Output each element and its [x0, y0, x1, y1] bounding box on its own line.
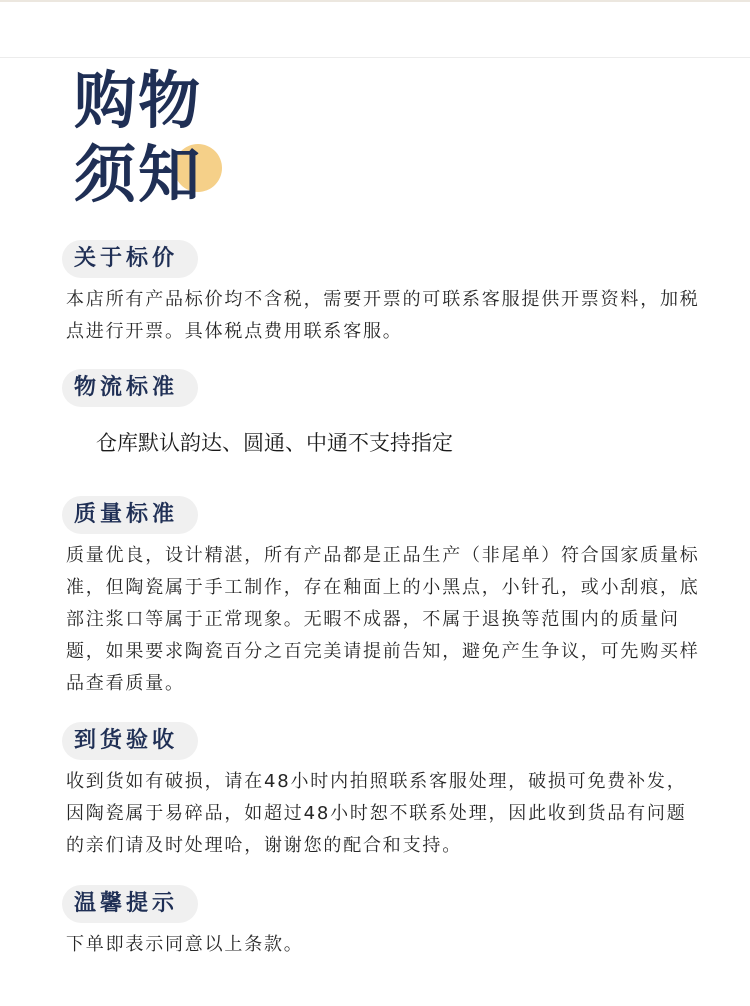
section-heading-quality: 质量标准 — [62, 496, 198, 534]
section-body-pricing: 本店所有产品标价均不含税，需要开票的可联系客服提供开票资料，加税点进行开票。具体税点费用联系客服。 — [66, 289, 700, 342]
top-band — [0, 0, 750, 58]
section-body-quality: 质量优良，设计精湛，所有产品都是正品生产（非尾单）符合国家质量标准，但陶瓷属于手工制作，存在釉面上的小黑点，小针孔，或小刮痕，底部注浆口等属于正常现象。无暇不成器，不属于退换等范围内的质量问题，如果要求陶瓷百分之百完美请提前告知，避免产生争议，可先购买样品查看质量。 — [66, 545, 700, 694]
section-heading-tips: 温馨提示 — [62, 885, 198, 923]
section-body-tips: 下单即表示同意以上条款。 — [66, 934, 304, 955]
section-heading-logistics: 物流标准 — [62, 369, 198, 407]
page-title-line-2: 须知 — [74, 138, 203, 211]
section-heading-pricing: 关于标价 — [62, 240, 198, 278]
page-title — [70, 66, 230, 216]
section-body-logistics: 仓库默认韵达、圆通、中通不支持指定 — [96, 431, 453, 455]
section-heading-delivery-check: 到货验收 — [62, 722, 198, 760]
section-body-delivery-check: 收到货如有破损，请在48小时内拍照联系客服处理，破损可免费补发，因陶瓷属于易碎品，如超过48小时恕不联系处理，因此收到货品有问题的亲们请及时处理哈，谢谢您的配合和支持。 — [66, 771, 687, 856]
page-title-line-1: 购物 — [74, 64, 203, 137]
